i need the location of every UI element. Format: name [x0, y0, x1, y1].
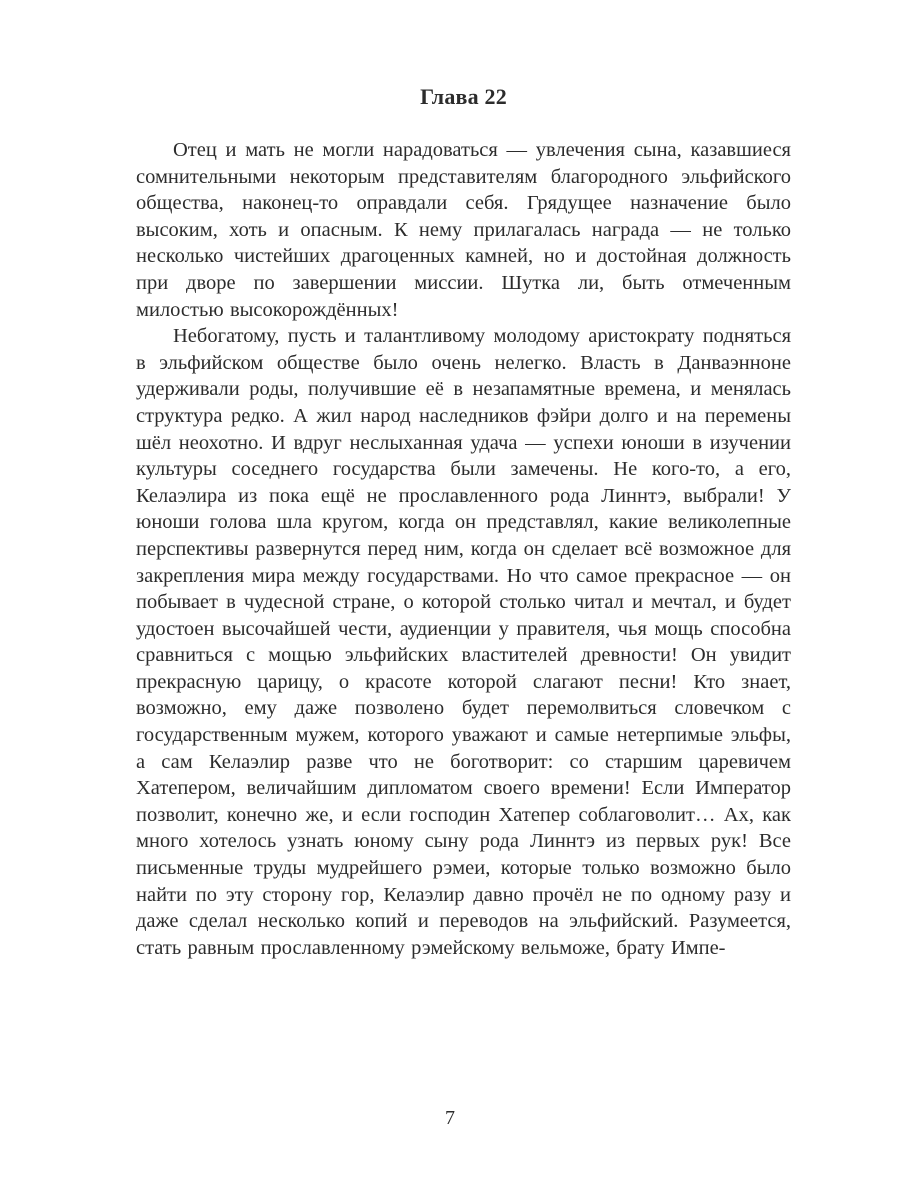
page-number: 7 — [445, 1107, 455, 1129]
paragraph: Отец и мать не могли нарадоваться — увлечения сына, казавшиеся сомнительными некоторым представителям благородного эльфийского общества, наконец-то оправдали себя. Грядущее назначение было высоким, хоть и опасным. К нему прилагалась награда — не только несколько чистейших драгоценных камней, но и достойная должность при дворе по завершении миссии. Шутка ли, быть отмеченным милостью высокорождённых! — [136, 139, 791, 321]
paragraph: Небогатому, пусть и талантливому молодому аристократу подняться в эльфийском обществе было очень нелегко. Власть в Данваэнноне удерживали роды, получившие её в незапамятные времена, и менялась структура редко. А жил народ наследников фэйри долго и на перемены шёл неохотно. И вдруг неслыханная удача — успехи юноши в изучении культуры соседнего государства были замечены. Не кого-то, а его, Келаэлира из пока ещё не прославленного рода Линнтэ, выбрали! У юноши голова шла кругом, когда он представлял, какие великолепные перспективы развернутся перед ним, когда он сделает всё возможное для закрепления мира между государствами. Но что самое прекрасное — он побывает в чудесной стране, о которой столько читал и мечтал, и будет удостоен высочайшей чести, аудиенции у правителя, чья мощь способна сравниться с мощью эльфийских властителей древности! Он увидит прекрасную царицу, о красоте которой слагают песни! Кто знает, возможно, ему даже позволено будет перемолвиться словечком с государственным мужем, которого уважают и самые нетерпимые эльфы, а сам Келаэлир разве что не боготворит: со старшим царевичем Хатепером, величайшим дипломатом своего времени! Если Император позволит, конечно же, и если господин Хатепер соблаговолит… Ах, как много хотелось узнать юному сыну рода Линнтэ из первых рук! Все письменные труды мудрейшего рэмеи, которые только возможно было найти по эту сторону гор, Келаэлир давно прочёл не по одному разу и даже сделал несколько копий и переводов на эльфийский. Разумеется, стать равным прославленному рэмейскому вельможе, брату Импе- — [136, 325, 791, 959]
chapter-title: Глава 22 — [420, 84, 507, 109]
text-column — [136, 84, 791, 961]
